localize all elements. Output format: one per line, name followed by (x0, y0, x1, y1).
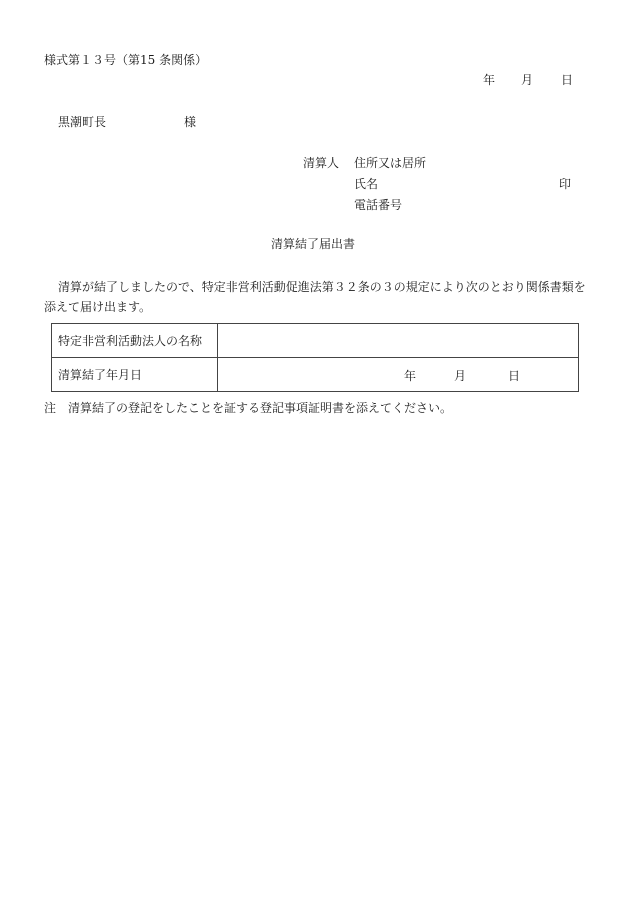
addressee (58, 115, 196, 129)
completion-date-field[interactable] (218, 358, 579, 392)
completion-month-label: 月 (454, 369, 467, 383)
info-table (51, 323, 579, 392)
body-paragraph: 清算が結了しましたので、特定非営利活動促進法第３２条の３の規定により次のとおり関係書類を添えて届け出ます。 (44, 280, 586, 314)
corporation-name-label: 特定非営利活動法人の名称 (52, 324, 218, 358)
addressee-name: 黒潮町長 (58, 115, 107, 129)
liquidator-label: 清算人 (303, 156, 340, 170)
completion-day-label: 日 (508, 369, 521, 383)
completion-date-label: 清算結了年月日 (52, 358, 218, 392)
document-title: 清算結了届出書 (271, 237, 356, 251)
address-label: 住所又は居所 (354, 156, 427, 170)
addressee-honorific: 様 (184, 115, 197, 129)
phone-label: 電話番号 (354, 198, 403, 212)
form-number: 様式第１３号（第15 条関係） (44, 53, 208, 67)
submission-date (483, 73, 573, 87)
table-row (52, 358, 579, 392)
date-year-label: 年 (483, 73, 496, 87)
completion-year-label: 年 (404, 369, 417, 383)
footnote: 注 清算結了の登記をしたことを証する登記事項証明書を添えてください。 (44, 401, 453, 415)
table-row (52, 324, 579, 358)
corporation-name-field[interactable] (218, 324, 579, 358)
date-day-label: 日 (561, 73, 574, 87)
seal-label: 印 (559, 177, 572, 191)
name-label: 氏名 (354, 177, 379, 191)
date-month-label: 月 (521, 73, 534, 87)
